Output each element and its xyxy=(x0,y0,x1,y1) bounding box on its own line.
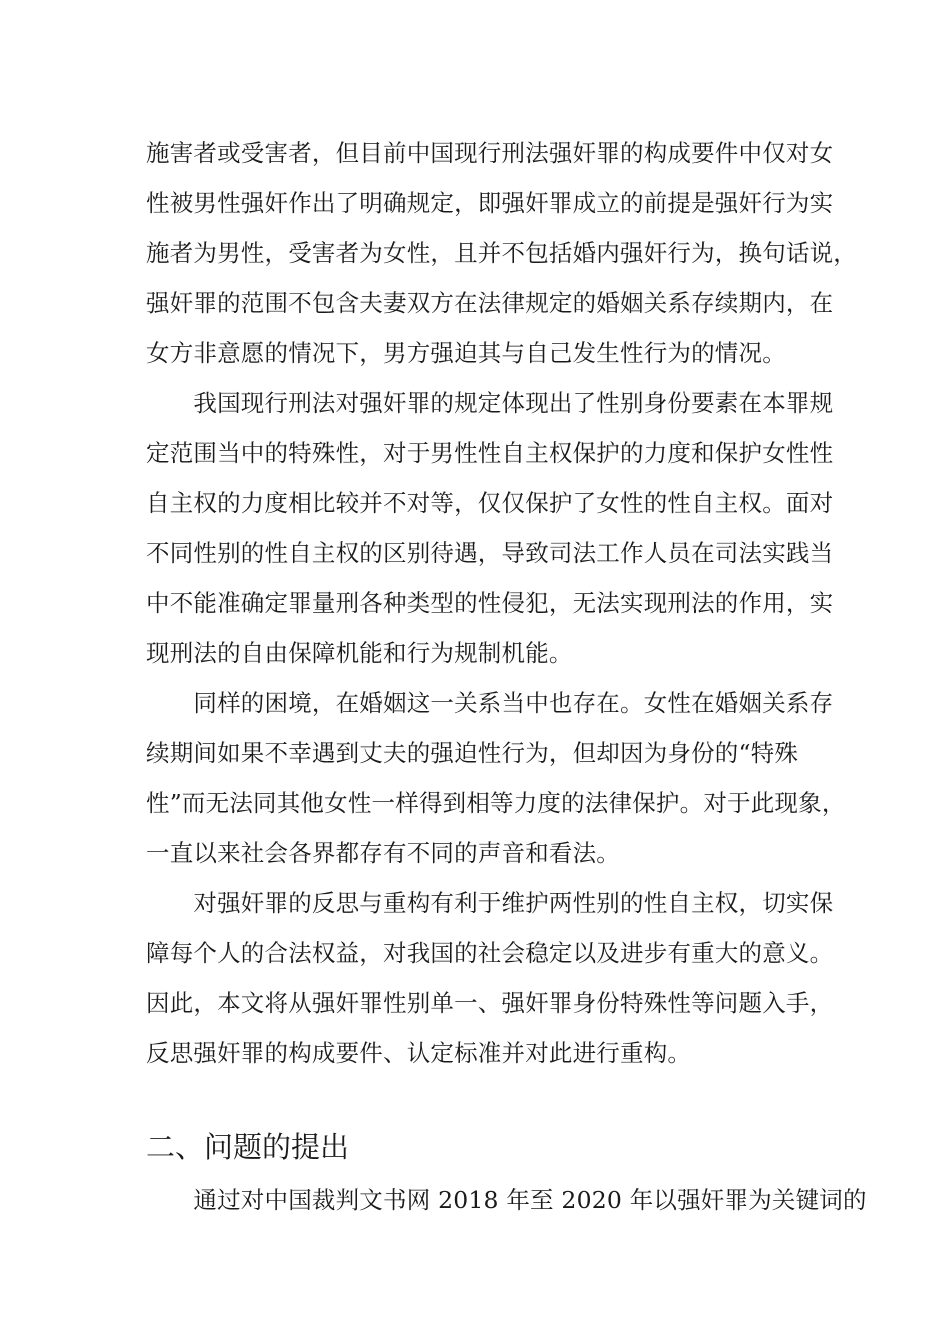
body-line: 不同性别的性自主权的区别待遇，导致司法工作人员在司法实践当 xyxy=(146,539,834,567)
body-line: 定范围当中的特殊性，对于男性性自主权保护的力度和保护女性性 xyxy=(146,439,834,467)
body-line: 施害者或受害者，但目前中国现行刑法强奸罪的构成要件中仅对女 xyxy=(146,139,834,167)
body-line: 因此，本文将从强奸罪性别单一、强奸罪身份特殊性等问题入手， xyxy=(146,989,834,1017)
section-heading: 二、问题的提出 xyxy=(146,1130,350,1164)
body-line: 现刑法的自由保障机能和行为规制机能。 xyxy=(146,639,573,667)
body-line: 对强奸罪的反思与重构有利于维护两性别的性自主权，切实保 xyxy=(146,889,834,917)
body-line: 同样的困境，在婚姻这一关系当中也存在。女性在婚姻关系存 xyxy=(146,689,834,717)
body-line: 反思强奸罪的构成要件、认定标准并对此进行重构。 xyxy=(146,1039,692,1067)
body-line: 施者为男性，受害者为女性，且并不包括婚内强奸行为，换句话说， xyxy=(146,239,857,267)
body-line: 中不能准确定罪量刑各种类型的性侵犯，无法实现刑法的作用，实 xyxy=(146,589,834,617)
body-line: 障每个人的合法权益，对我国的社会稳定以及进步有重大的意义。 xyxy=(146,939,834,967)
body-line: 续期间如果不幸遇到丈夫的强迫性行为，但却因为身份的“特殊 xyxy=(146,739,799,767)
body-line: 女方非意愿的情况下，男方强迫其与自己发生性行为的情况。 xyxy=(146,339,786,367)
body-line: 强奸罪的范围不包含夫妻双方在法律规定的婚姻关系存续期内，在 xyxy=(146,289,834,317)
body-line: 一直以来社会各界都存有不同的声音和看法。 xyxy=(146,839,620,867)
body-line: 我国现行刑法对强奸罪的规定体现出了性别身份要素在本罪规 xyxy=(146,389,834,417)
body-line: 通过对中国裁判文书网 2018 年至 2020 年以强奸罪为关键词的 xyxy=(146,1186,867,1214)
body-line: 性被男性强奸作出了明确规定，即强奸罪成立的前提是强奸行为实 xyxy=(146,189,834,217)
body-line: 性”而无法同其他女性一样得到相等力度的法律保护。对于此现象， xyxy=(146,789,846,817)
body-line: 自主权的力度相比较并不对等，仅仅保护了女性的性自主权。面对 xyxy=(146,489,834,517)
